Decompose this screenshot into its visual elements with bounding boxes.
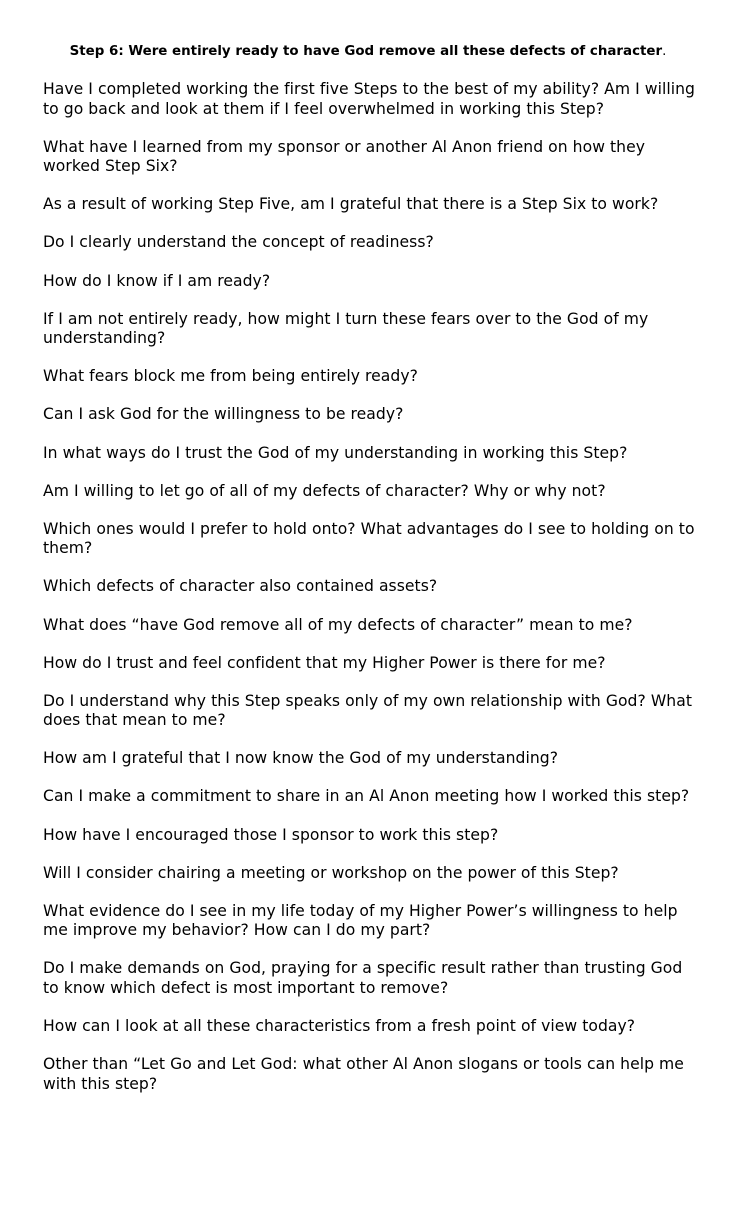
question-item: Have I completed working the first five Steps to the best of my ability? Am I willing to go back and look at them if I feel overwhelmed in working this Step? bbox=[43, 80, 695, 118]
question-list bbox=[43, 80, 703, 1113]
question-item: How do I know if I am ready? bbox=[43, 271, 271, 290]
question-item: Do I make demands on God, praying for a specific result rather than trusting God to know which defect is most important to remove? bbox=[43, 959, 683, 998]
question-item: Other than “Let Go and Let God: what other Al Anon slogans or tools can help me with this step? bbox=[43, 1055, 684, 1093]
question-item: How do I trust and feel confident that my Higher Power is there for me? bbox=[43, 653, 606, 672]
question-item: If I am not entirely ready, how might I turn these fears over to the God of my understanding? bbox=[43, 309, 649, 348]
question-item: Am I willing to let go of all of my defects of character? Why or why not? bbox=[43, 481, 606, 500]
question-item: What fears block me from being entirely ready? bbox=[43, 367, 418, 386]
question-item: As a result of working Step Five, am I grateful that there is a Step Six to work? bbox=[43, 195, 659, 214]
title-text: Step 6: Were entirely ready to have God remove all these defects of character bbox=[69, 44, 663, 59]
question-item: Do I understand why this Step speaks only of my own relationship with God? What does that mean to me? bbox=[43, 691, 693, 730]
question-item: Do I clearly understand the concept of readiness? bbox=[43, 233, 434, 252]
question-item: How am I grateful that I now know the God of my understanding? bbox=[43, 749, 559, 768]
question-item: Can I make a commitment to share in an Al Anon meeting how I worked this step? bbox=[43, 787, 690, 806]
title-period: . bbox=[662, 44, 667, 59]
question-item: What have I learned from my sponsor or another Al Anon friend on how they worked Step Six? bbox=[43, 137, 646, 176]
question-item: Which ones would I prefer to hold onto? What advantages do I see to holding on to them? bbox=[43, 519, 695, 558]
question-item: How can I look at all these characteristics from a fresh point of view today? bbox=[43, 1017, 636, 1036]
question-item: What does “have God remove all of my defects of character” mean to me? bbox=[43, 615, 633, 634]
question-item: Can I ask God for the willingness to be ready? bbox=[43, 405, 404, 424]
question-item: Will I consider chairing a meeting or workshop on the power of this Step? bbox=[43, 863, 619, 882]
question-item: What evidence do I see in my life today of my Higher Power’s willingness to help me improve my behavior? How can I do my part? bbox=[43, 901, 678, 940]
question-item: How have I encouraged those I sponsor to work this step? bbox=[43, 825, 499, 844]
question-item: Which defects of character also contained assets? bbox=[43, 577, 438, 596]
page-title bbox=[0, 43, 736, 61]
question-item: In what ways do I trust the God of my understanding in working this Step? bbox=[43, 443, 628, 462]
